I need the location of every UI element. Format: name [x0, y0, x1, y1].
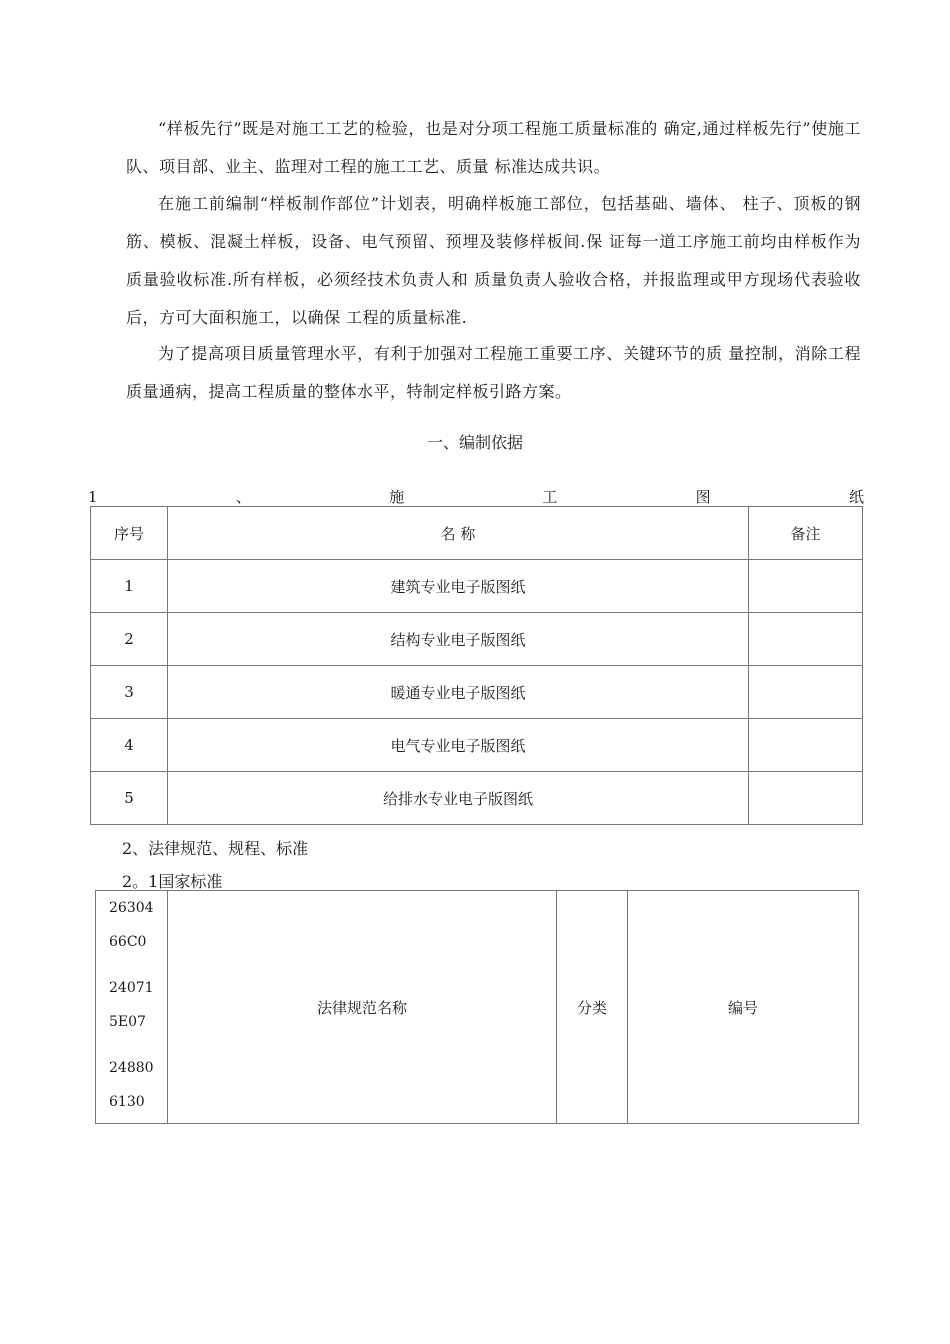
- table-row: [91, 719, 863, 772]
- drawings-heading-part: 1: [88, 488, 98, 506]
- row-note: [749, 560, 863, 613]
- row-note: [749, 772, 863, 825]
- laws-table: [95, 890, 859, 1124]
- row-name: 结构专业电子版图纸: [168, 613, 749, 666]
- row-note: [749, 719, 863, 772]
- table-row: [91, 613, 863, 666]
- header-no: 序号: [91, 507, 168, 560]
- row-name: 电气专业电子版图纸: [168, 719, 749, 772]
- row-note: [749, 666, 863, 719]
- code-line: 66C0: [109, 934, 147, 950]
- drawings-heading-part: 图: [695, 488, 711, 506]
- table-header-row: [96, 891, 859, 1124]
- row-no: 4: [91, 719, 168, 772]
- intro-paragraph-3: 为了提高项目质量管理水平，有利于加强对工程施工重要工序、关键环节的质 量控制，消除工程质量通病，提高工程质量的整体水平，特制定样板引路方案。: [126, 344, 861, 401]
- row-note: [749, 613, 863, 666]
- header-name: 名 称: [168, 507, 749, 560]
- drawings-heading-part: 、: [235, 488, 251, 506]
- row-no: 1: [91, 560, 168, 613]
- row-name: 暖通专业电子版图纸: [168, 666, 749, 719]
- subheading-laws: 2、法律规范、规程、标准: [122, 839, 309, 858]
- header-category: 分类: [557, 891, 628, 1124]
- section-heading: 一、编制依据: [426, 433, 523, 452]
- code-line: 6130: [109, 1094, 145, 1110]
- header-number: 编号: [628, 891, 859, 1124]
- code-list: [96, 891, 167, 1119]
- drawings-heading-part: 工: [542, 488, 558, 506]
- header-law-name: 法律规范名称: [168, 891, 557, 1124]
- intro-paragraph-2: 在施工前编制“样板制作部位”计划表，明确样板施工部位，包括基础、墙体、 柱子、顶板的钢筋、模板、混凝土样板，设备、电气预留、预埋及装修样板间.保 证每一道工序施工前均由样板作为质量验收标准.所有样板，必须经技术负责人和 质量负责人验收合格，并报监理或甲方现场代表验收后，方可大面积施工，以确保 工程的质量标准.: [126, 194, 861, 327]
- drawings-heading-part: 施: [389, 488, 405, 506]
- subheading-national-standards: 2。1国家标准: [122, 872, 223, 891]
- row-no: 5: [91, 772, 168, 825]
- code-line: 24880: [109, 1060, 154, 1076]
- table-header-row: [91, 507, 863, 560]
- table-row: [91, 666, 863, 719]
- code-line: 24071: [109, 980, 154, 996]
- table-row: [91, 772, 863, 825]
- code-line: 26304: [109, 900, 154, 916]
- row-name: 建筑专业电子版图纸: [168, 560, 749, 613]
- table-row: [91, 560, 863, 613]
- row-no: 2: [91, 613, 168, 666]
- header-note: 备注: [749, 507, 863, 560]
- drawings-heading: [88, 486, 864, 508]
- drawings-table: [90, 506, 863, 825]
- intro-paragraph-1: “样板先行”既是对施工工艺的检验，也是对分项工程施工质量标准的 确定,通过样板先行”使施工队、项目部、业主、监理对工程的施工工艺、质量 标准达成共识。: [126, 119, 861, 176]
- code-cell: [96, 891, 168, 1124]
- row-name: 给排水专业电子版图纸: [168, 772, 749, 825]
- drawings-heading-part: 纸: [848, 488, 864, 506]
- row-no: 3: [91, 666, 168, 719]
- code-line: 5E07: [109, 1014, 146, 1030]
